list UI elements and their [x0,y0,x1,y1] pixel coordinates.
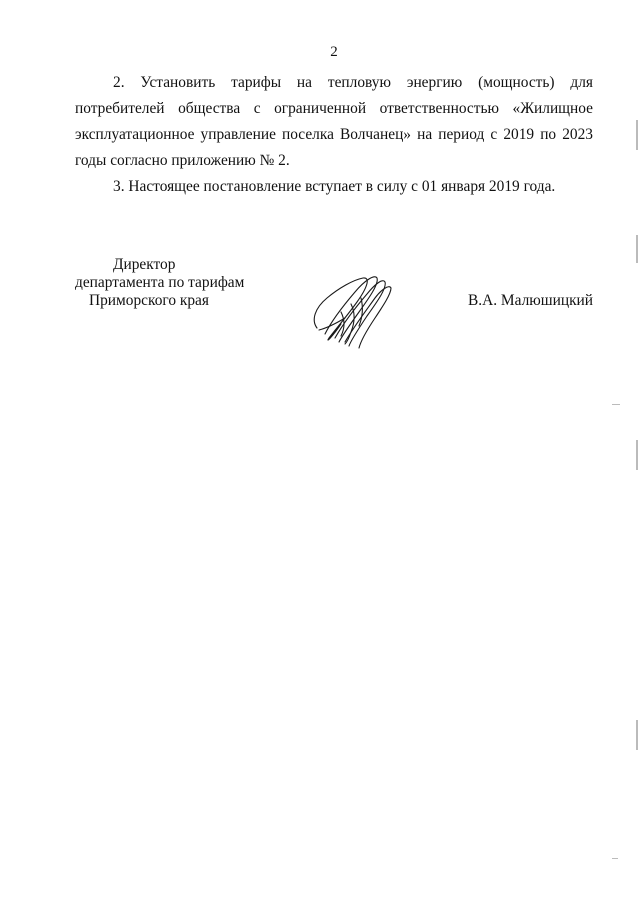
handwritten-signature [305,268,395,350]
paragraph-line: годы согласно приложению № 2. [75,152,290,169]
scan-edge-mark [636,720,638,750]
scan-edge-mark [612,404,620,405]
paragraph-line: эксплуатационное управление поселка Волчанец» на период с 2019 по 2023 [75,126,593,143]
signatory-title-line: департамента по тарифам [75,274,245,291]
scan-edge-mark [636,120,638,150]
signatory-title [75,256,255,310]
signatory-name: В.А. Малюшицкий [468,292,594,309]
signatory-title-line: Директор [113,256,176,273]
page-number: 2 [330,44,338,60]
paragraph-line: 2. Установить тарифы на тепловую энергию (мощность) для [113,74,593,91]
signatory-title-line: Приморского края [89,292,209,309]
paragraph-tariffs [75,70,593,174]
paragraph-line: потребителей общества с ограниченной ответственностью «Жилищное [75,100,593,117]
scan-edge-mark [612,858,618,859]
scan-edge-mark [636,235,638,263]
scan-edge-mark [636,440,638,470]
paragraph-effective-date: 3. Настоящее постановление вступает в силу с 01 января 2019 года. [113,178,556,195]
